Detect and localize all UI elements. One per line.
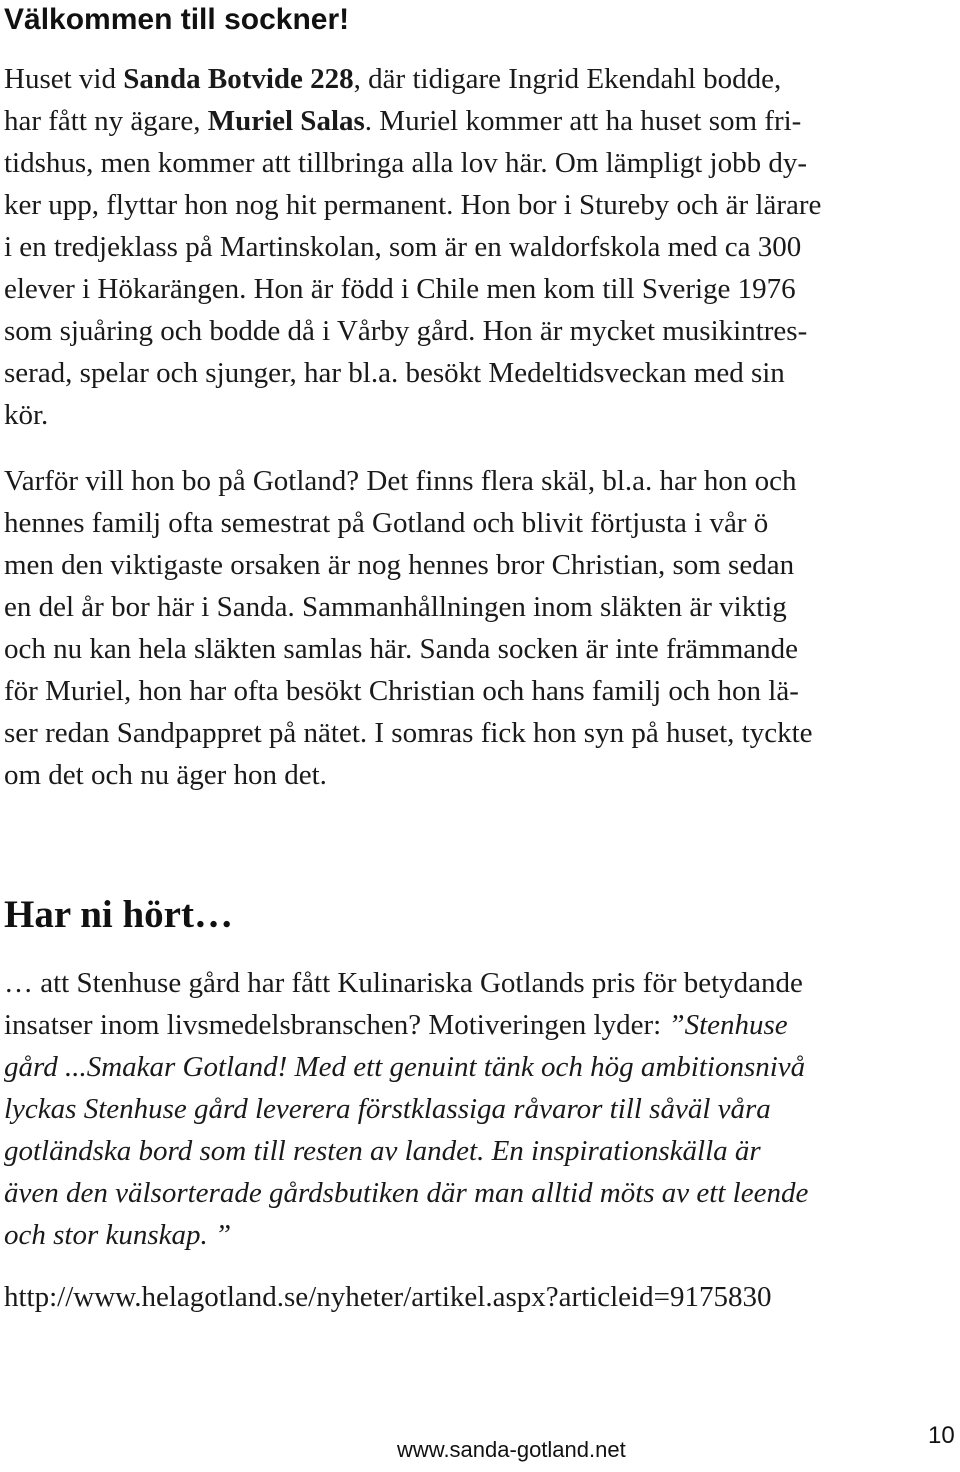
text-run: har fått ny ägare,: [4, 105, 208, 137]
article-link[interactable]: http://www.helagotland.se/nyheter/artikel.aspx?articleid=9175830: [4, 1281, 772, 1313]
text-line: en del år bor här i Sanda. Sammanhållningen inom släkten är viktig: [4, 591, 787, 623]
quote-line: även den välsorterade gårdsbutiken där man alltid möts av ett leende: [4, 1177, 809, 1209]
text-line: elever i Hökarängen. Hon är född i Chile men kom till Sverige 1976: [4, 273, 796, 305]
name-bold: Muriel Salas: [207, 105, 365, 137]
text-line: [4, 100, 954, 142]
address-bold: Sanda Botvide 228: [123, 63, 354, 95]
text-line: hennes familj ofta semestrat på Gotland och blivit förtjusta i vår ö: [4, 507, 769, 539]
article-title: Välkommen till sockner!: [4, 3, 350, 36]
text-run: , där tidigare Ingrid Ekendahl bodde,: [353, 63, 782, 95]
article-link-block: [4, 1276, 954, 1318]
text-line: [4, 1004, 954, 1046]
footer-website: www.sanda-gotland.net: [397, 1437, 626, 1462]
text-line: men den viktigaste orsaken är nog hennes bror Christian, som sedan: [4, 549, 795, 581]
quote-line: och stor kunskap. ”: [4, 1219, 232, 1251]
text-line: kör.: [4, 399, 49, 431]
quote-line: lyckas Stenhuse gård leverera förstklassiga råvaror till såväl våra: [4, 1093, 771, 1125]
text-run: . Muriel kommer att ha huset som fri-: [364, 105, 802, 137]
text-line: tidshus, men kommer att tillbringa alla lov här. Om lämpligt jobb dy-: [4, 147, 808, 179]
text-run: Huset vid: [4, 63, 124, 95]
text-line: och nu kan hela släkten samlas här. Sanda socken är inte främmande: [4, 633, 799, 665]
why-paragraph: [4, 460, 954, 796]
text-line: ser redan Sandpappret på nätet. I somras fick hon syn på huset, tyckte: [4, 717, 813, 749]
quote-italic: ”Stenhuse: [668, 1009, 788, 1041]
text-line: som sjuåring och bodde då i Vårby gård. Hon är mycket musikintres-: [4, 315, 808, 347]
text-line: Varför vill hon bo på Gotland? Det finns flera skäl, bl.a. har hon och: [4, 465, 797, 497]
text-line: för Muriel, hon har ofta besökt Christian och hans familj och hon lä-: [4, 675, 799, 707]
text-line: om det och nu äger hon det.: [4, 759, 327, 791]
text-line: serad, spelar och sjunger, har bl.a. besökt Medeltidsveckan med sin: [4, 357, 785, 389]
page-number: 10: [928, 1422, 955, 1449]
news-heading: Har ni hört…: [4, 893, 233, 936]
quote-line: gård ...Smakar Gotland! Med ett genuint tänk och hög ambitionsnivå: [4, 1051, 806, 1083]
text-line: [4, 58, 954, 100]
text-line: i en tredjeklass på Martinskolan, som är en waldorfskola med ca 300: [4, 231, 802, 263]
intro-paragraph: [4, 58, 954, 436]
text-run: insatser inom livsmedelsbranschen? Motiveringen lyder:: [4, 1009, 669, 1041]
text-line: ker upp, flyttar hon nog hit permanent. Hon bor i Stureby och är lärare: [4, 189, 822, 221]
news-paragraph: [4, 962, 954, 1256]
text-line: … att Stenhuse gård har fått Kulinariska Gotlands pris för betydande: [4, 967, 803, 999]
quote-line: gotländska bord som till resten av landet. En inspirationskälla är: [4, 1135, 761, 1167]
